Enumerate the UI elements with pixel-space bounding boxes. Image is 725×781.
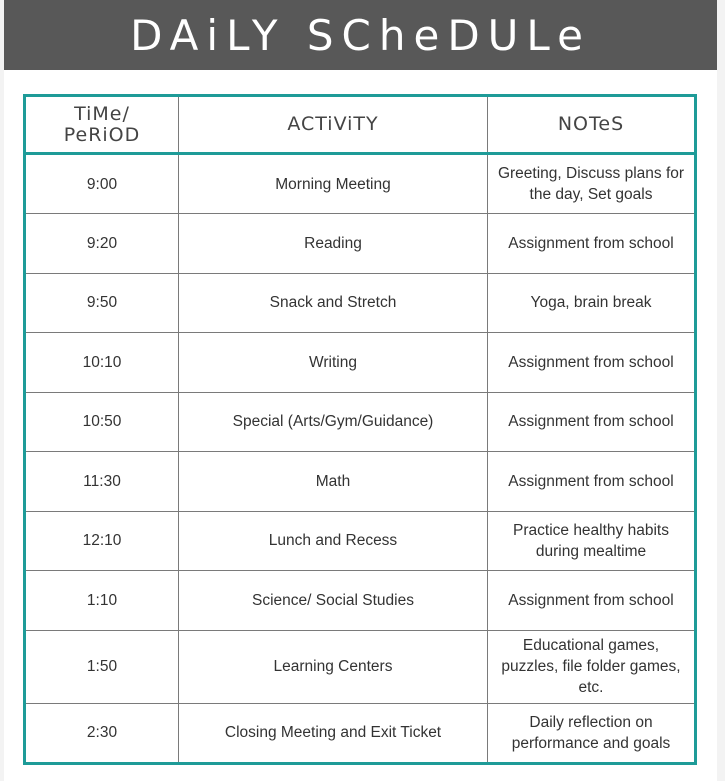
time-cell: 1:10 xyxy=(25,571,179,631)
activity-cell: Science/ Social Studies xyxy=(179,571,488,631)
time-cell: 9:00 xyxy=(25,154,179,214)
table-row xyxy=(25,154,696,214)
activity-cell: Special (Arts/Gym/Guidance) xyxy=(179,392,488,452)
activity-cell: Writing xyxy=(179,333,488,393)
time-cell: 9:50 xyxy=(25,273,179,333)
table-row xyxy=(25,392,696,452)
activity-cell: Lunch and Recess xyxy=(179,511,488,571)
header-time-period xyxy=(25,96,179,154)
notes-cell: Assignment from school xyxy=(488,392,696,452)
notes-cell: Greeting, Discuss plans for the day, Set goals xyxy=(488,154,696,214)
notes-cell: Educational games, puzzles, file folder games, etc. xyxy=(488,630,696,703)
page-title: DAiLY SCheDULe xyxy=(130,10,591,60)
activity-cell: Snack and Stretch xyxy=(179,273,488,333)
table-row xyxy=(25,630,696,703)
notes-cell: Assignment from school xyxy=(488,571,696,631)
header-activity: ACTiViTY xyxy=(179,96,488,154)
table-row xyxy=(25,333,696,393)
time-cell: 10:10 xyxy=(25,333,179,393)
notes-cell: Yoga, brain break xyxy=(488,273,696,333)
notes-cell: Practice healthy habits during mealtime xyxy=(488,511,696,571)
notes-cell: Daily reflection on performance and goals xyxy=(488,703,696,763)
notes-cell: Assignment from school xyxy=(488,333,696,393)
time-cell: 2:30 xyxy=(25,703,179,763)
activity-cell: Math xyxy=(179,452,488,512)
schedule-table xyxy=(23,94,697,765)
activity-cell: Closing Meeting and Exit Ticket xyxy=(179,703,488,763)
time-cell: 11:30 xyxy=(25,452,179,512)
time-cell: 9:20 xyxy=(25,214,179,274)
header-row xyxy=(25,96,696,154)
table-row xyxy=(25,511,696,571)
notes-cell: Assignment from school xyxy=(488,214,696,274)
table-row xyxy=(25,452,696,512)
activity-cell: Morning Meeting xyxy=(179,154,488,214)
table-row xyxy=(25,571,696,631)
activity-cell: Learning Centers xyxy=(179,630,488,703)
title-bar xyxy=(4,0,717,70)
table-row xyxy=(25,273,696,333)
activity-cell: Reading xyxy=(179,214,488,274)
time-cell: 10:50 xyxy=(25,392,179,452)
table-row xyxy=(25,214,696,274)
notes-cell: Assignment from school xyxy=(488,452,696,512)
header-time-label: TiMe/ PeRiOD xyxy=(63,102,141,146)
header-notes: NOTeS xyxy=(488,96,696,154)
table-row xyxy=(25,703,696,763)
time-cell: 1:50 xyxy=(25,630,179,703)
time-cell: 12:10 xyxy=(25,511,179,571)
